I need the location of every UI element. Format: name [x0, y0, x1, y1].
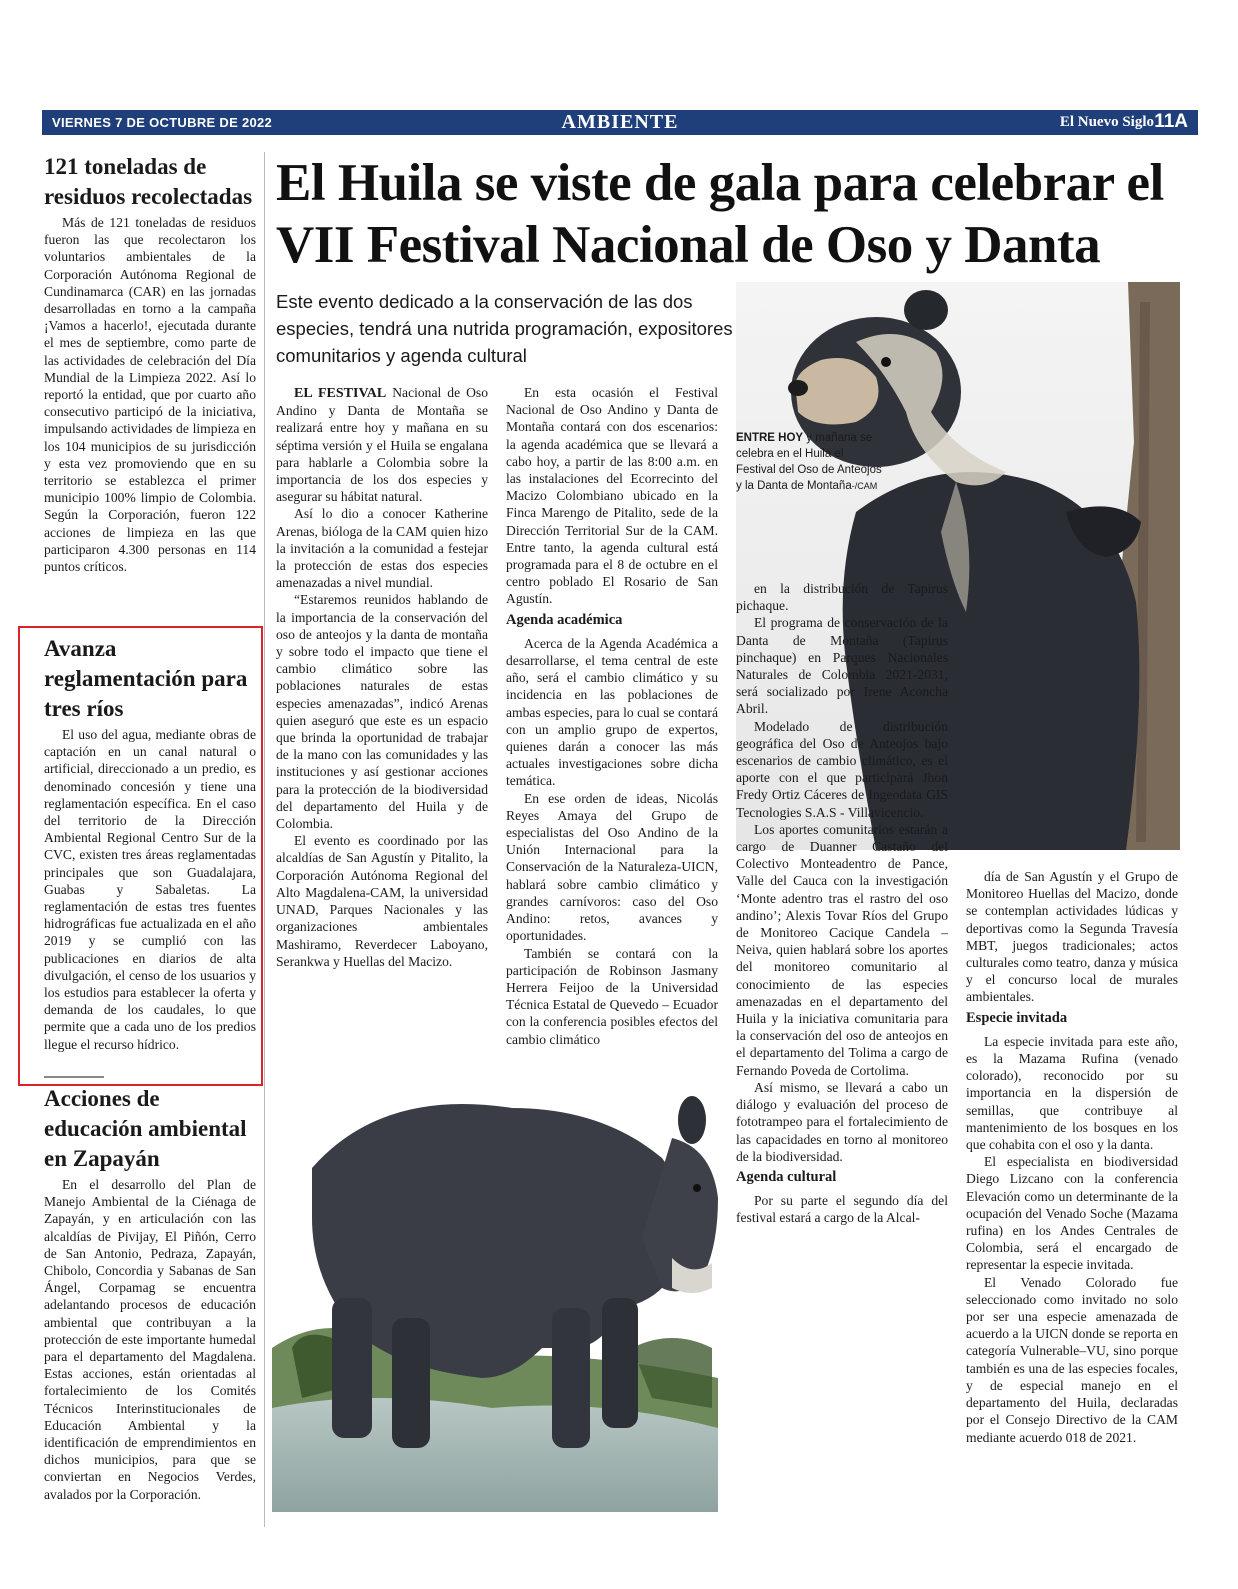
article-column-1: EL FESTIVAL Nacional de Oso Andino y Danta de Montaña se realizará entre hoy y mañana en su séptima versión y el Huila se engalana para hablarle a Colombia sobre la importancia de los dos especies y asegurar su hábitat natural. Así lo dio a conocer Katherine Arenas, bióloga de la CAM quien hizo la invitación a la comunidad a festejar la protección de estas dos especies amenazadas a nivel mundial. “Estaremos reunidos hablando de la importancia de la conservación del oso de anteojos y la danta de montaña y sobre todo el impacto que tiene el cambio climático sobre las poblaciones naturales de estas especies amenazadas”, indicó Arenas quien aseguró que este es un espacio que brinda la oportunidad de trabajar de la mano con las comunidades y las instituciones y así gestionar acciones para la protección de la biodiversidad del departamento del Huila y de Colombia. El evento es coordinado por las alcaldías de San Agustín y Pitalito, la Corporación Autónoma Regional del Alto Magdalena-CAM, la universidad UNAD, Parques Nacionales y las organizaciones ambientales Mashiramo, Reverdecer Laboyano, Serankwa y Huellas del Macizo. — [276, 385, 488, 969]
sidebar-story-zapayan — [44, 1084, 256, 1503]
newspaper-name: El Nuevo Siglo — [1059, 114, 1154, 130]
column-divider — [264, 152, 265, 1527]
article-headline: El Huila se viste de gala para celebrar el VII Festival Nacional de Oso y Danta — [276, 154, 1164, 274]
divider — [44, 1076, 104, 1078]
sidebar-story-body: En el desarrollo del Plan de Manejo Ambiental de la Ciénaga de Zapayán, y en articulación con las alcaldías de Pivijay, El Piñón, Cerro de San Antonio, Pedraza, Zapayán, Chibolo, Concordia y Sabanas de San Ángel, Corpamag se encuentra adelantando procesos de educación ambiental que contribuyan a la protección de este importante humedal para el departamento del Magdalena. Estas acciones, están orientadas al fortalecimiento de los Comités Técnicos Interinstitucionales de Educación Ambiental y la identificación de emprendimientos en dichos municipios, para que se conviertan en Negocios Verdes, avalados por la Corporación. — [44, 1177, 256, 1502]
article-subtitle: Este evento dedicado a la conservación de las dos especies, tendrá una nutrida programación, expositores comunitarios y agenda cultural — [276, 291, 733, 366]
section-subhead: Agenda cultural — [736, 1168, 837, 1185]
sidebar-story-rios — [44, 634, 256, 1053]
section-subhead: Agenda académica — [506, 611, 623, 628]
article-column-2: En esta ocasión el Festival Nacional de Oso Andino y Danta de Montaña contará con dos escenarios: la agenda académica que se llevará a cabo hoy, a partir de las 8:00 a.m. en las instalaciones del Ecorrecinto del Macizo Colombiano ubicado en la Finca Marengo de Pitalito, sede de la Dirección Territorial Sur de la CAM. Entre tanto, la agenda cultural está programada para el 8 de octubre en el centro poblado El Rosario de San Agustín. Agenda académica Acerca de la Agenda Académica a desarrollarse, el tema central de este año, será el cambio climático y su incidencia en las poblaciones de ambas especies, para lo cual se contará con un amplio grupo de expertos, quienes darán a conocer las más actuales investigaciones sobre dicha temática. En ese orden de ideas, Nicolás Reyes Amaya del Grupo de especialistas del Oso Andino de la Unión Internacional para la Conservación de la Naturaleza-UICN, hablará sobre cambio climático y grandes carnívoros: caso del Oso Andino: retos, avances y oportunidades. También se contará con la participación de Robinson Jasmany Herrera Feijoo de la Universidad Técnica Estatal de Quevedo – Ecuador con la conferencia posibles efectos del cambio climático — [506, 385, 718, 1047]
sidebar-story-title: Avanza reglamentación para tres ríos — [44, 636, 248, 721]
article-column-3: en la distribución de Tapirus pichaque. El programa de conservación de la Danta de Montaña (Tapirus pinchaque) en Parques Nacionales Naturales de Colombia 2021-2031, será socializado por Irene Aconcha Abril. Modelado de distribución geográfica del Oso de Anteojos bajo escenarios de cambio climático, es el aporte con el que participará Jhon Fredy Ortiz Cáceres de Ingeodata GIS Tecnologies S.A.S - Villavicencio. Los aportes comunitarios estarán a cargo de Duanner Castaño del Colectivo Monteadentro de Pance, Valle del Cauca con la investigación ‘Monte adentro tras el rastro del oso andino’; Alexis Tovar Ríos del Grupo de Monitoreo Cacique Candela – Neiva, quien hablará sobre los aportes del monitoreo comunitario al conocimiento de las especies amenazadas en el departamento del Huila y la iniciativa comunitaria para la conservación del oso de anteojos en el departamento del Tolima a cargo de Fernando Poveda de Cortolima. Así mismo, se llevará a cabo un diálogo y evaluación del proceso de fototrampeo para el fortalecimiento de las capacidades en torno al monitoreo de la biodiversidad. Agenda cultural Por su parte el segundo día del festival estará a cargo de la Alcal- — [736, 581, 948, 1226]
page-header-bar — [42, 110, 1198, 135]
photo-caption — [736, 430, 886, 494]
section-name: AMBIENTE — [561, 111, 679, 133]
sidebar-story-body: Más de 121 toneladas de residuos fueron las que recolectaron los voluntarios ambientales de la Corporación Autónoma Regional de Cundinamarca (CAR) en las jornadas desarrolladas en torno a la campaña ¡Vamos a hacerlo!, ejecutada durante el mes de septiembre, como parte de las actividades de celebración del Día Mundial de la Limpieza 2022. Así lo reportó la entidad, que por cuarto año consecutivo participó de la iniciativa, impulsando actividades de limpieza en los 104 municipios de su jurisdicción y esta vez promoviendo que en su territorio se establezca el primer municipio 100% limpio de Colombia. Según la Corporación, fueron 122 acciones de limpieza en las que participaron 4.300 personas en 114 puntos críticos. — [44, 215, 256, 575]
sidebar-story-title: Acciones de educación ambiental en Zapayán — [44, 1086, 247, 1171]
page-number: 11A — [1154, 111, 1188, 132]
article-column-4: día de San Agustín y el Grupo de Monitoreo Huellas del Macizo, donde se contemplan actividades lúdicas y deportivas como la Segunda Travesía MBT, juegos tradicionales; actos culturales como teatro, danza y música y el concurso local de murales ambientales. Especie invitada La especie invitada para este año, es la Mazama Rufina (venado colorado), reconocido por su importancia en la dispersión de semillas, que contribuye al mantenimiento de los bosques en los que cohabita con el oso y la danta. El especialista en biodiversidad Diego Lizcano con la conferencia Elevación como un determinante de la ocupación del Venado Soche (Mazama rufina) en los Andes Centrales de Colombia, será el encargado de representar la especie invitada. El Venado Colorado fue seleccionado como invitado no solo por ser una especie amenazada de acuerdo a la UICN donde se reporta en categoría Vulnerable–VU, sino porque también es una de las especies focales, y de especial manejo en el departamento del Huila, declaradas por el Consejo Directivo de la CAM mediante acuerdo 018 de 2021. — [966, 869, 1178, 1445]
tapir-photo — [272, 1048, 718, 1512]
caption-lead: ENTRE HOY — [736, 432, 804, 444]
sidebar-story-title: 121 toneladas de residuos recolectadas — [44, 154, 253, 209]
caption-credit: -/CAM — [851, 481, 878, 491]
issue-date: VIERNES 7 DE OCTUBRE DE 2022 — [52, 115, 273, 130]
section-subhead: Especie invitada — [966, 1009, 1068, 1026]
sidebar-story-residuos — [44, 152, 256, 575]
sidebar-story-body: El uso del agua, mediante obras de captación en un canal natural o artificial, direccionado a un predio, es denominado concesión y tiene una reglamentación específica. En el caso del territorio de la Dirección Ambiental Regional Centro Sur de la CVC, existen tres áreas reglamentadas principales que son Guadalajara, Guabas y Sabaletas. La reglamentación de estas tres fuentes hidrográficas fue actualizada en el año 2019 y se cumplió con las publicaciones en diarios de alta divulgación, el censo de los usuarios y los estudios para establecer la oferta y demanda de los caudales, lo que permite que a cada uno de los predios llegue el recurso hídrico. — [44, 727, 256, 1052]
article-lead-word: EL FESTIVAL — [294, 386, 387, 401]
caption-text: y mañana se celebra en el Huila el Festival del Oso de Anteojos y la Danta de Montaña — [736, 432, 882, 492]
